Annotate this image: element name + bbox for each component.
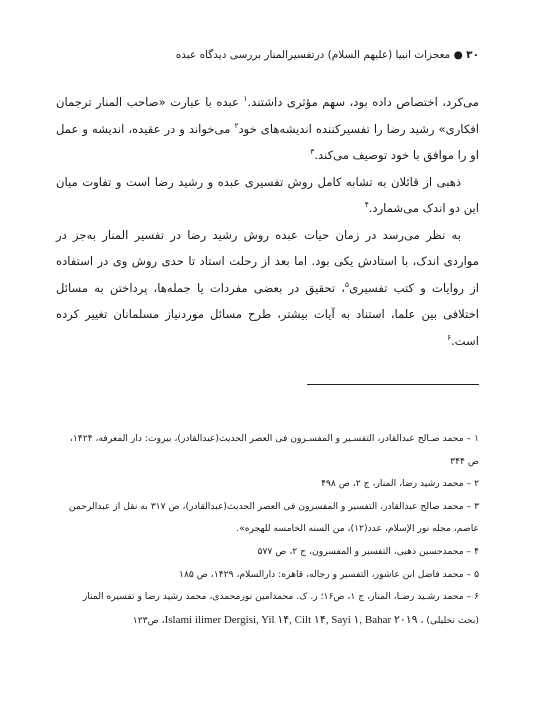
paragraph-text: به نظر می‌رسد در زمان حیات عبده روش رشید رضا در تفسیر المنار به‌جز در مواردی اندک، با استادش یکی بود. اما بعد از رحلت استاد تا حدی روش وی در استفاده از روایات و کتب تفسیری — [56, 227, 480, 295]
footnote-1: ۱ – محمد صـالح عبدالقادر، التفسـیر و المفسـرون فی العصر الحدیث(عبدالقادر)، بیروت: دار المعرفه، ۱۴۲۴، ص ۳۴۴ — [69, 433, 479, 467]
footnotes — [56, 428, 479, 632]
footnote-3: ۳ – محمد صالح عبدالقادر، التفسیر و المفسرون فی العصر الحدیث(عبدالقادر)، ص ۳۱۷ به نقل از عبدالرحمن عاصم، مجله نور الإسلام، عدد(۱۲)، من السنه الخامسه للهجره». — [68, 500, 479, 535]
footnote-ref-1[interactable]: ۱ — [243, 94, 248, 104]
footnote-6-post: ، ص۱۲۳ — [132, 614, 165, 626]
footnote-ref-5[interactable]: ۵ — [345, 279, 350, 289]
header-separator-icon: ● — [453, 49, 463, 61]
footnote-6-latin-citation: Islami ilimer Dergisi, Yil ۱۴, Cilt ۱۴, Sayi ۱, Bahar ۲۰۱۹ — [164, 613, 418, 626]
paragraph-text: می‌خواند و در عقیده، اندیشه و عمل او را موافق با خود توصیف می‌کند. — [56, 121, 479, 162]
paragraph-3 — [56, 222, 479, 355]
footnote-divider — [307, 384, 479, 385]
footnote-6-continuation — [56, 609, 479, 633]
footnote-ref-6[interactable]: ۶ — [446, 332, 451, 342]
footnote-ref-4[interactable]: ۴ — [364, 200, 369, 210]
paragraph-text: عبده با عبارت «صاحب المنار ترجمان افکاری» رشید رضا را تفسیرکننده اندیشه‌های خود — [56, 95, 479, 136]
footnote-4: ۴ – محمدحسین ذهبی، التفسیر و المفسرون، ج ۲، ص ۵۷۷ — [257, 545, 479, 557]
footnote-2: ۲ – محمد رشید رضا، المنار، ج ۲، ص ۴۹۸ — [321, 478, 479, 490]
paragraph-text: می‌کرد، اختصاص داده بود، سهم مؤثری داشتند. — [247, 95, 480, 109]
footnote-6: ۶ – محمد رشـید رضـا، المنار، ج ۱، ص۱۶؛ ر. ک. محمدامین نورمحمدی، محمد رشید رضا و تفسیره المنار — [82, 591, 479, 603]
header-title: معجزات انبیا (علیهم السلام) درتفسیرالمنار بررسی دیدگاه عبده — [175, 49, 451, 61]
page-number: ۳۰ — [466, 49, 479, 61]
paragraph-2 — [56, 169, 479, 222]
paragraph-text: ، تحقیق در بعضی مفردات یا جمله‌ها، پرداختن به مسائل اختلافی بین علما، استناد به آیات بیشتر، طرح مسائل موردنیاز مسلمانان تغییر کرده است. — [56, 280, 479, 348]
running-header — [56, 48, 479, 62]
body-text — [56, 89, 479, 354]
footnote-5: ۵ – محمد فاضل ابن عاشور، التفسیر و رجاله، قاهره: دارالسلام، ۱۴۲۹، ص ۱۸۵ — [179, 568, 479, 580]
paragraph-1 — [56, 89, 479, 169]
footnote-ref-2[interactable]: ۲ — [234, 120, 239, 130]
paragraph-text: ذهبی از قائلان به تشابه کامل روش تفسیری عبده و رشید رضا است و تفاوت میان این دو اندک می‌شمارد. — [56, 174, 479, 215]
footnote-ref-3[interactable]: ۳ — [310, 147, 315, 157]
footnote-6-pre: (بحث تحلیلی) ، — [417, 614, 479, 626]
